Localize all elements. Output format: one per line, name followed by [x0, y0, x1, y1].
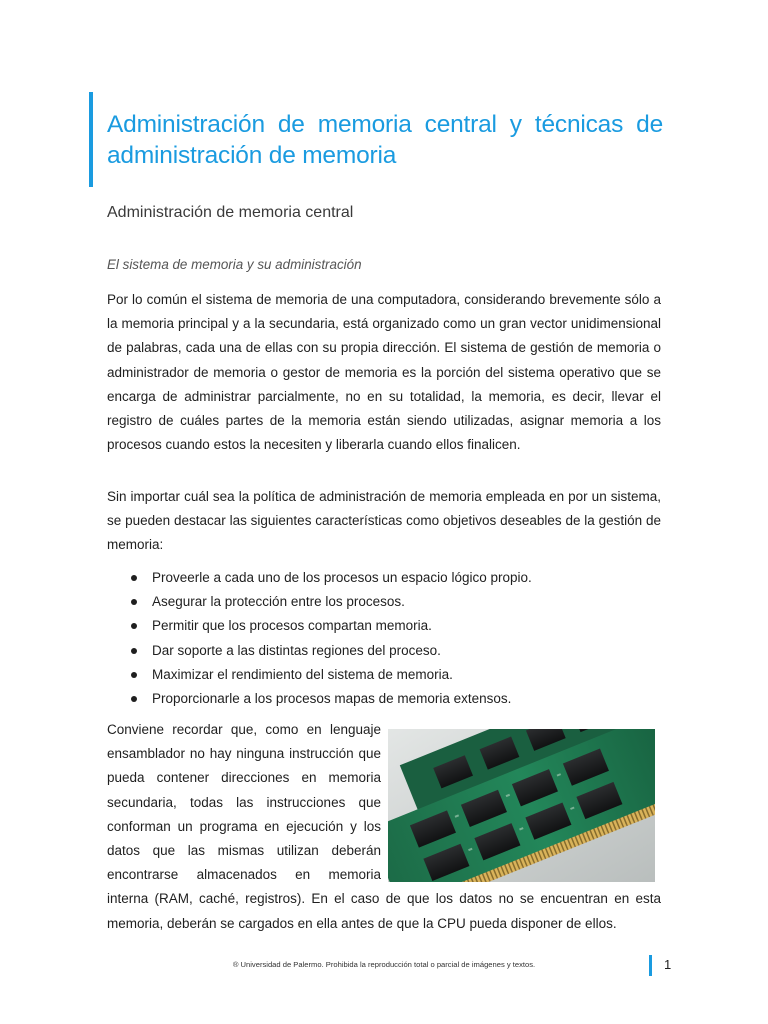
bullet-icon: [131, 696, 137, 702]
bullet-icon: [131, 672, 137, 678]
footer-copyright: ® Universidad de Palermo. Prohibida la reproducción total o parcial de imágenes y textos.: [232, 960, 536, 969]
list-item: [107, 639, 661, 663]
list-item: [107, 566, 661, 590]
list-item: [107, 687, 661, 711]
list-item: [107, 590, 661, 614]
paragraph-memory-system: Por lo común el sistema de memoria de una computadora, considerando brevemente sólo a la memoria principal y a la secundaria, está organizado como un gran vector unidimensional de palabras, cada una de ellas con su propia dirección. El sistema de gestión de memoria o administrador de memoria o gestor de memoria es la porción del sistema operativo que se encarga de administrar parcialmente, no en su totalidad, la memoria, es decir, llevar el registro de cuáles partes de la memoria están siendo utilizadas, asignar memoria a los procesos cuando estos la necesiten y liberarla cuando ellos finalicen.: [107, 292, 661, 453]
list-item: [107, 663, 661, 687]
page-title: Administración de memoria central y técnicas de administración de memoria: [107, 111, 663, 169]
list-item-text: Asegurar la protección entre los procesos.: [152, 594, 405, 610]
paragraph-tail-text: interna (RAM, caché, registros). En el caso de que los datos no se encuentran en esta memoria, deberán se cargados en ella antes de que la CPU pueda disponer de ellos.: [107, 891, 661, 931]
ram-module-icon: [388, 729, 655, 882]
list-item: [107, 614, 661, 638]
page-number: 1: [664, 957, 672, 972]
list-item-text: Dar soporte a las distintas regiones del proceso.: [152, 642, 441, 658]
objectives-list: [107, 566, 661, 711]
bullet-icon: [131, 623, 137, 629]
list-item-text: Proporcionarle a los procesos mapas de memoria extensos.: [152, 691, 512, 707]
footer-accent-bar: [649, 955, 652, 976]
bullet-icon: [131, 575, 137, 581]
paragraph-objectives-intro: Sin importar cuál sea la política de administración de memoria empleada en por un sistema, se pueden destacar las siguientes características como objetivos deseables de la gestión de memoria:: [107, 489, 661, 553]
subsection-heading: El sistema de memoria y su administración: [107, 257, 362, 272]
list-item-text: Permitir que los procesos compartan memoria.: [152, 618, 432, 634]
list-item-text: Proveerle a cada uno de los procesos un espacio lógico propio.: [152, 570, 532, 585]
list-item-text: Maximizar el rendimiento del sistema de memoria.: [152, 666, 453, 682]
section-heading: Administración de memoria central: [107, 204, 354, 221]
bullet-icon: [131, 599, 137, 605]
title-accent-bar: [89, 92, 93, 187]
ram-module-photo: [388, 729, 655, 882]
paragraph-wrapped-text: Conviene recordar que, como en lenguaje ensamblador no hay ninguna instrucción que pueda contener direcciones en memoria secundaria, todas las instrucciones que conforman un programa en ejecución y los datos que las mismas utilizan deberán encontrarse almacenados en memoria: [107, 722, 381, 883]
bullet-icon: [131, 648, 137, 654]
